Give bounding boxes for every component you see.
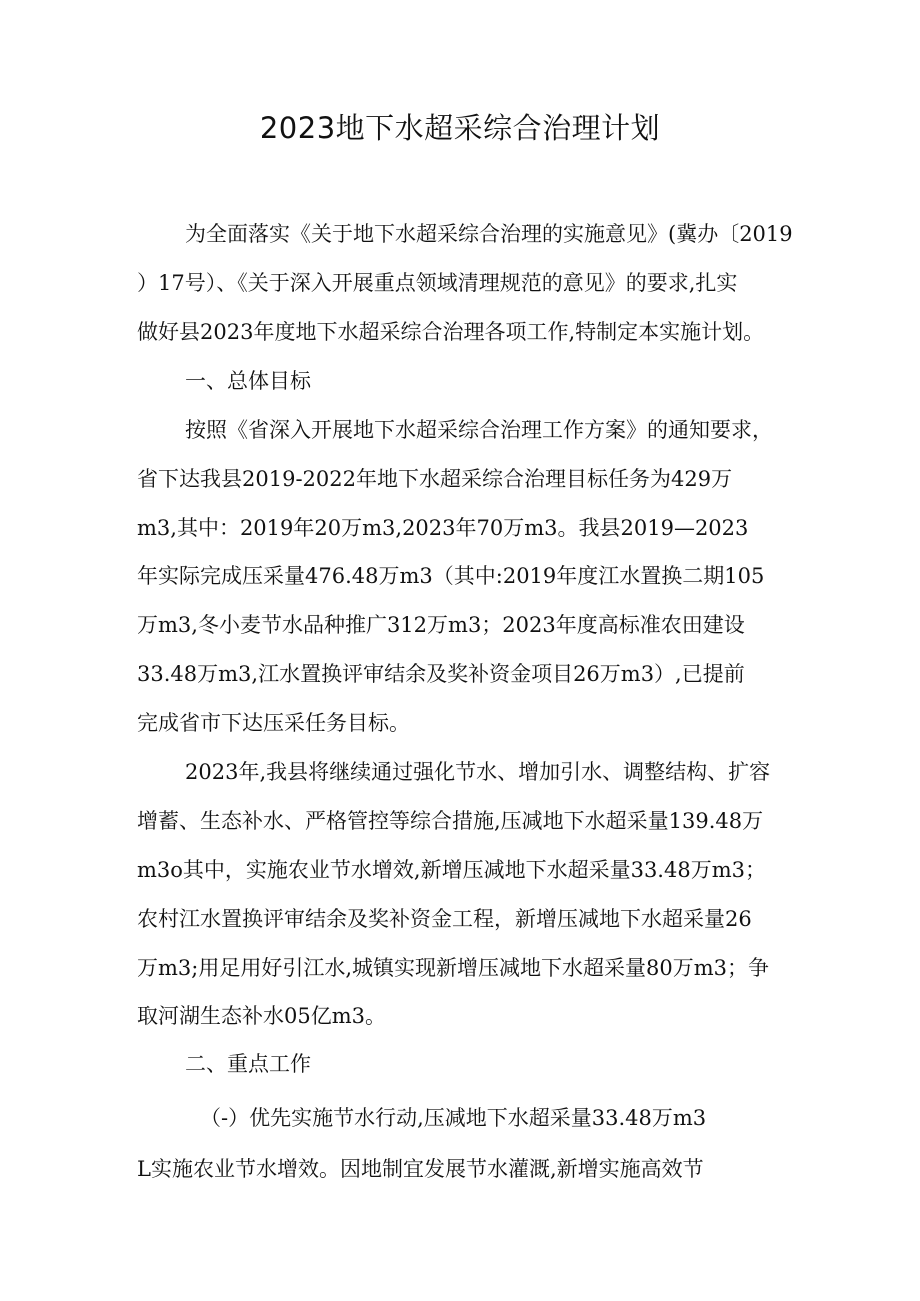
section-heading: 二、重点工作 [185,1052,311,1076]
paragraph-line: L实施农业节水增效。因地制宜发展节水灌溉,新增实施高效节 [137,1157,704,1181]
document-title: 2023地下水超采综合治理计划 [259,111,661,145]
subsection-heading: （-）优先实施节水行动,压减地下水超采量33.48万m3 [200,1106,707,1130]
paragraph-line: 33.48万m3,江水置换评审结余及奖补资金项目26万m3）,已提前 [137,662,745,686]
paragraph-line: 取河湖生态补水05亿m3。 [137,1004,386,1028]
paragraph-line: 年实际完成压采量476.48万m3（其中:2019年度江水置换二期105 [137,564,765,588]
paragraph-line: ）17号）、《关于深入开展重点领域清理规范的意见》的要求,扎实 [137,271,738,295]
paragraph-line: 万m3;用足用好引江水,城镇实现新增压减地下水超采量80万m3；争 [137,956,770,980]
paragraph-line: 做好县2023年度地下水超采综合治理各项工作,特制定本实施计划。 [137,320,765,344]
paragraph-line: 完成省市下达压采任务目标。 [137,711,410,735]
paragraph-line: 2023年,我县将继续通过强化节水、增加引水、调整结构、扩容 [185,760,771,784]
paragraph-line: 农村江水置换评审结余及奖补资金工程，新增压减地下水超采量26 [137,907,752,931]
paragraph-line: 省下达我县2019-2022年地下水超采综合治理目标任务为429万 [137,467,733,491]
paragraph-line: m3o其中，实施农业节水增效,新增压减地下水超采量33.48万m3； [137,858,766,882]
paragraph-line: 按照《省深入开展地下水超采综合治理工作方案》的通知要求， [185,418,773,442]
paragraph-line: 为全面落实《关于地下水超采综合治理的实施意见》(冀办〔2019 [185,222,793,246]
paragraph-line: 增蓄、生态补水、严格管控等综合措施,压减地下水超采量139.48万 [137,809,764,833]
paragraph-line: m3,其中：2019年20万m3,2023年70万m3。我县2019—2023 [137,516,749,540]
paragraph-line: 万m3,冬小麦节水品种推广312万m3；2023年度高标准农田建设 [137,613,745,637]
section-heading: 一、总体目标 [185,369,311,393]
